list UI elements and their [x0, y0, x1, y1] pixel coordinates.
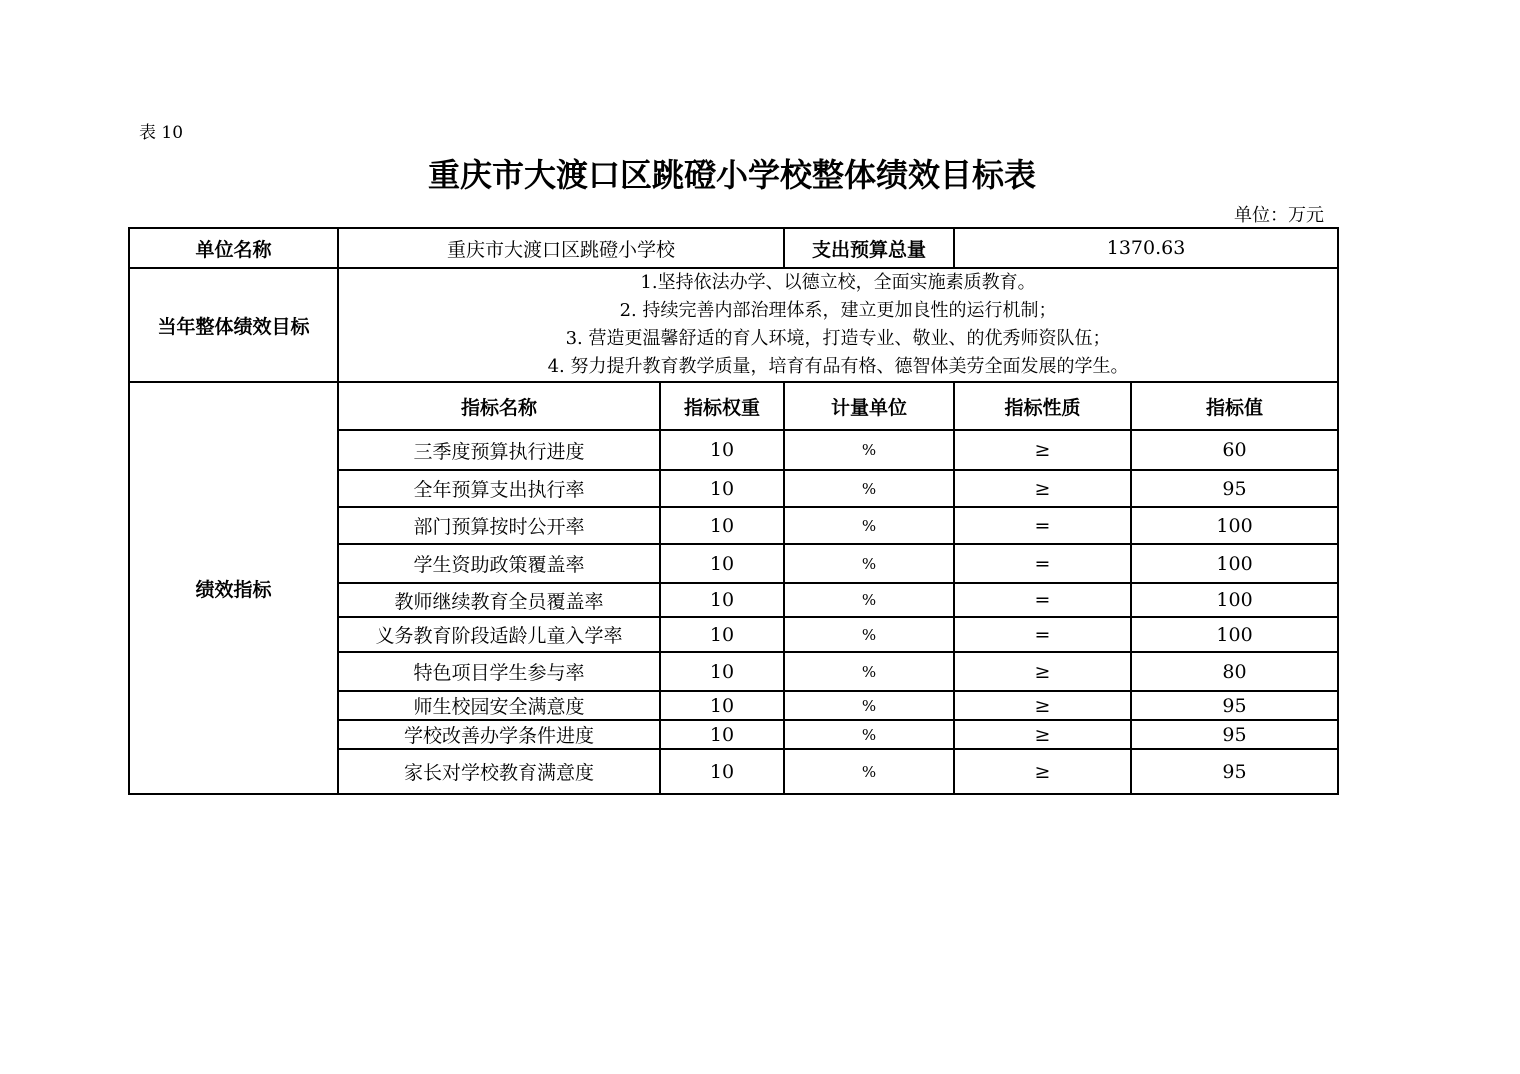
budget-total-value: 1370.63: [954, 228, 1338, 268]
indicator-name: 师生校园安全满意度: [338, 691, 660, 720]
column-header-weight: 指标权重: [660, 382, 784, 430]
indicator-unit: %: [784, 749, 954, 794]
indicator-unit: %: [784, 507, 954, 544]
indicator-weight: 10: [660, 583, 784, 617]
indicator-value: 95: [1131, 749, 1338, 794]
indicator-nature: ≥: [954, 749, 1131, 794]
indicator-value: 100: [1131, 507, 1338, 544]
indicator-unit: %: [784, 617, 954, 652]
indicator-value: 95: [1131, 470, 1338, 507]
indicator-weight: 10: [660, 691, 784, 720]
indicator-weight: 10: [660, 430, 784, 470]
indicator-value: 80: [1131, 652, 1338, 691]
annual-goals-label: 当年整体绩效目标: [129, 268, 338, 382]
indicator-name: 家长对学校教育满意度: [338, 749, 660, 794]
unit-name-label: 单位名称: [129, 228, 338, 268]
indicator-unit: %: [784, 691, 954, 720]
indicator-weight: 10: [660, 749, 784, 794]
indicator-name: 学生资助政策覆盖率: [338, 544, 660, 583]
indicators-section-label: 绩效指标: [129, 382, 338, 794]
indicator-weight: 10: [660, 720, 784, 749]
indicator-name: 全年预算支出执行率: [338, 470, 660, 507]
indicator-weight: 10: [660, 507, 784, 544]
indicator-nature: ≥: [954, 430, 1131, 470]
indicator-value: 100: [1131, 544, 1338, 583]
indicator-name: 教师继续教育全员覆盖率: [338, 583, 660, 617]
indicator-nature: =: [954, 507, 1131, 544]
indicator-nature: ≥: [954, 691, 1131, 720]
indicator-value: 60: [1131, 430, 1338, 470]
annual-goals-content: [338, 268, 1338, 382]
indicator-unit: %: [784, 720, 954, 749]
indicator-nature: ≥: [954, 470, 1131, 507]
indicator-weight: 10: [660, 652, 784, 691]
indicator-name: 三季度预算执行进度: [338, 430, 660, 470]
indicator-nature: ≥: [954, 652, 1131, 691]
indicator-value: 95: [1131, 691, 1338, 720]
indicator-nature: ≥: [954, 720, 1131, 749]
column-header-unit: 计量单位: [784, 382, 954, 430]
indicator-name: 义务教育阶段适龄儿童入学率: [338, 617, 660, 652]
indicator-value: 100: [1131, 583, 1338, 617]
goal-line: 3. 营造更温馨舒适的育人环境，打造专业、敬业、的优秀师资队伍；: [565, 328, 1111, 349]
unit-row: [129, 228, 1338, 268]
indicator-unit: %: [784, 652, 954, 691]
performance-target-table: [128, 227, 1339, 795]
indicator-weight: 10: [660, 470, 784, 507]
goal-line: 1.坚持依法办学、以德立校，全面实施素质教育。: [640, 272, 1036, 293]
indicator-name: 特色项目学生参与率: [338, 652, 660, 691]
indicator-weight: 10: [660, 544, 784, 583]
page-title: 重庆市大渡口区跳磴小学校整体绩效目标表: [427, 156, 1036, 194]
goal-line: 2. 持续完善内部治理体系，建立更加良性的运行机制；: [619, 300, 1057, 321]
budget-total-label: 支出预算总量: [784, 228, 954, 268]
indicator-header-row: [129, 382, 1338, 430]
table-number-label: 表 10: [139, 123, 184, 143]
indicator-nature: =: [954, 583, 1131, 617]
indicator-unit: %: [784, 430, 954, 470]
indicator-unit: %: [784, 583, 954, 617]
column-header-name: 指标名称: [338, 382, 660, 430]
indicator-weight: 10: [660, 617, 784, 652]
indicator-unit: %: [784, 470, 954, 507]
unit-note: 单位：万元: [1234, 205, 1324, 226]
indicator-value: 95: [1131, 720, 1338, 749]
column-header-nature: 指标性质: [954, 382, 1131, 430]
goals-row: [129, 268, 1338, 382]
indicator-nature: =: [954, 544, 1131, 583]
goal-line: 4. 努力提升教育教学质量，培育有品有格、德智体美劳全面发展的学生。: [547, 356, 1129, 377]
indicator-nature: =: [954, 617, 1131, 652]
indicator-value: 100: [1131, 617, 1338, 652]
indicator-name: 学校改善办学条件进度: [338, 720, 660, 749]
indicator-name: 部门预算按时公开率: [338, 507, 660, 544]
indicator-unit: %: [784, 544, 954, 583]
column-header-value: 指标值: [1131, 382, 1338, 430]
unit-name-value: 重庆市大渡口区跳磴小学校: [338, 228, 784, 268]
